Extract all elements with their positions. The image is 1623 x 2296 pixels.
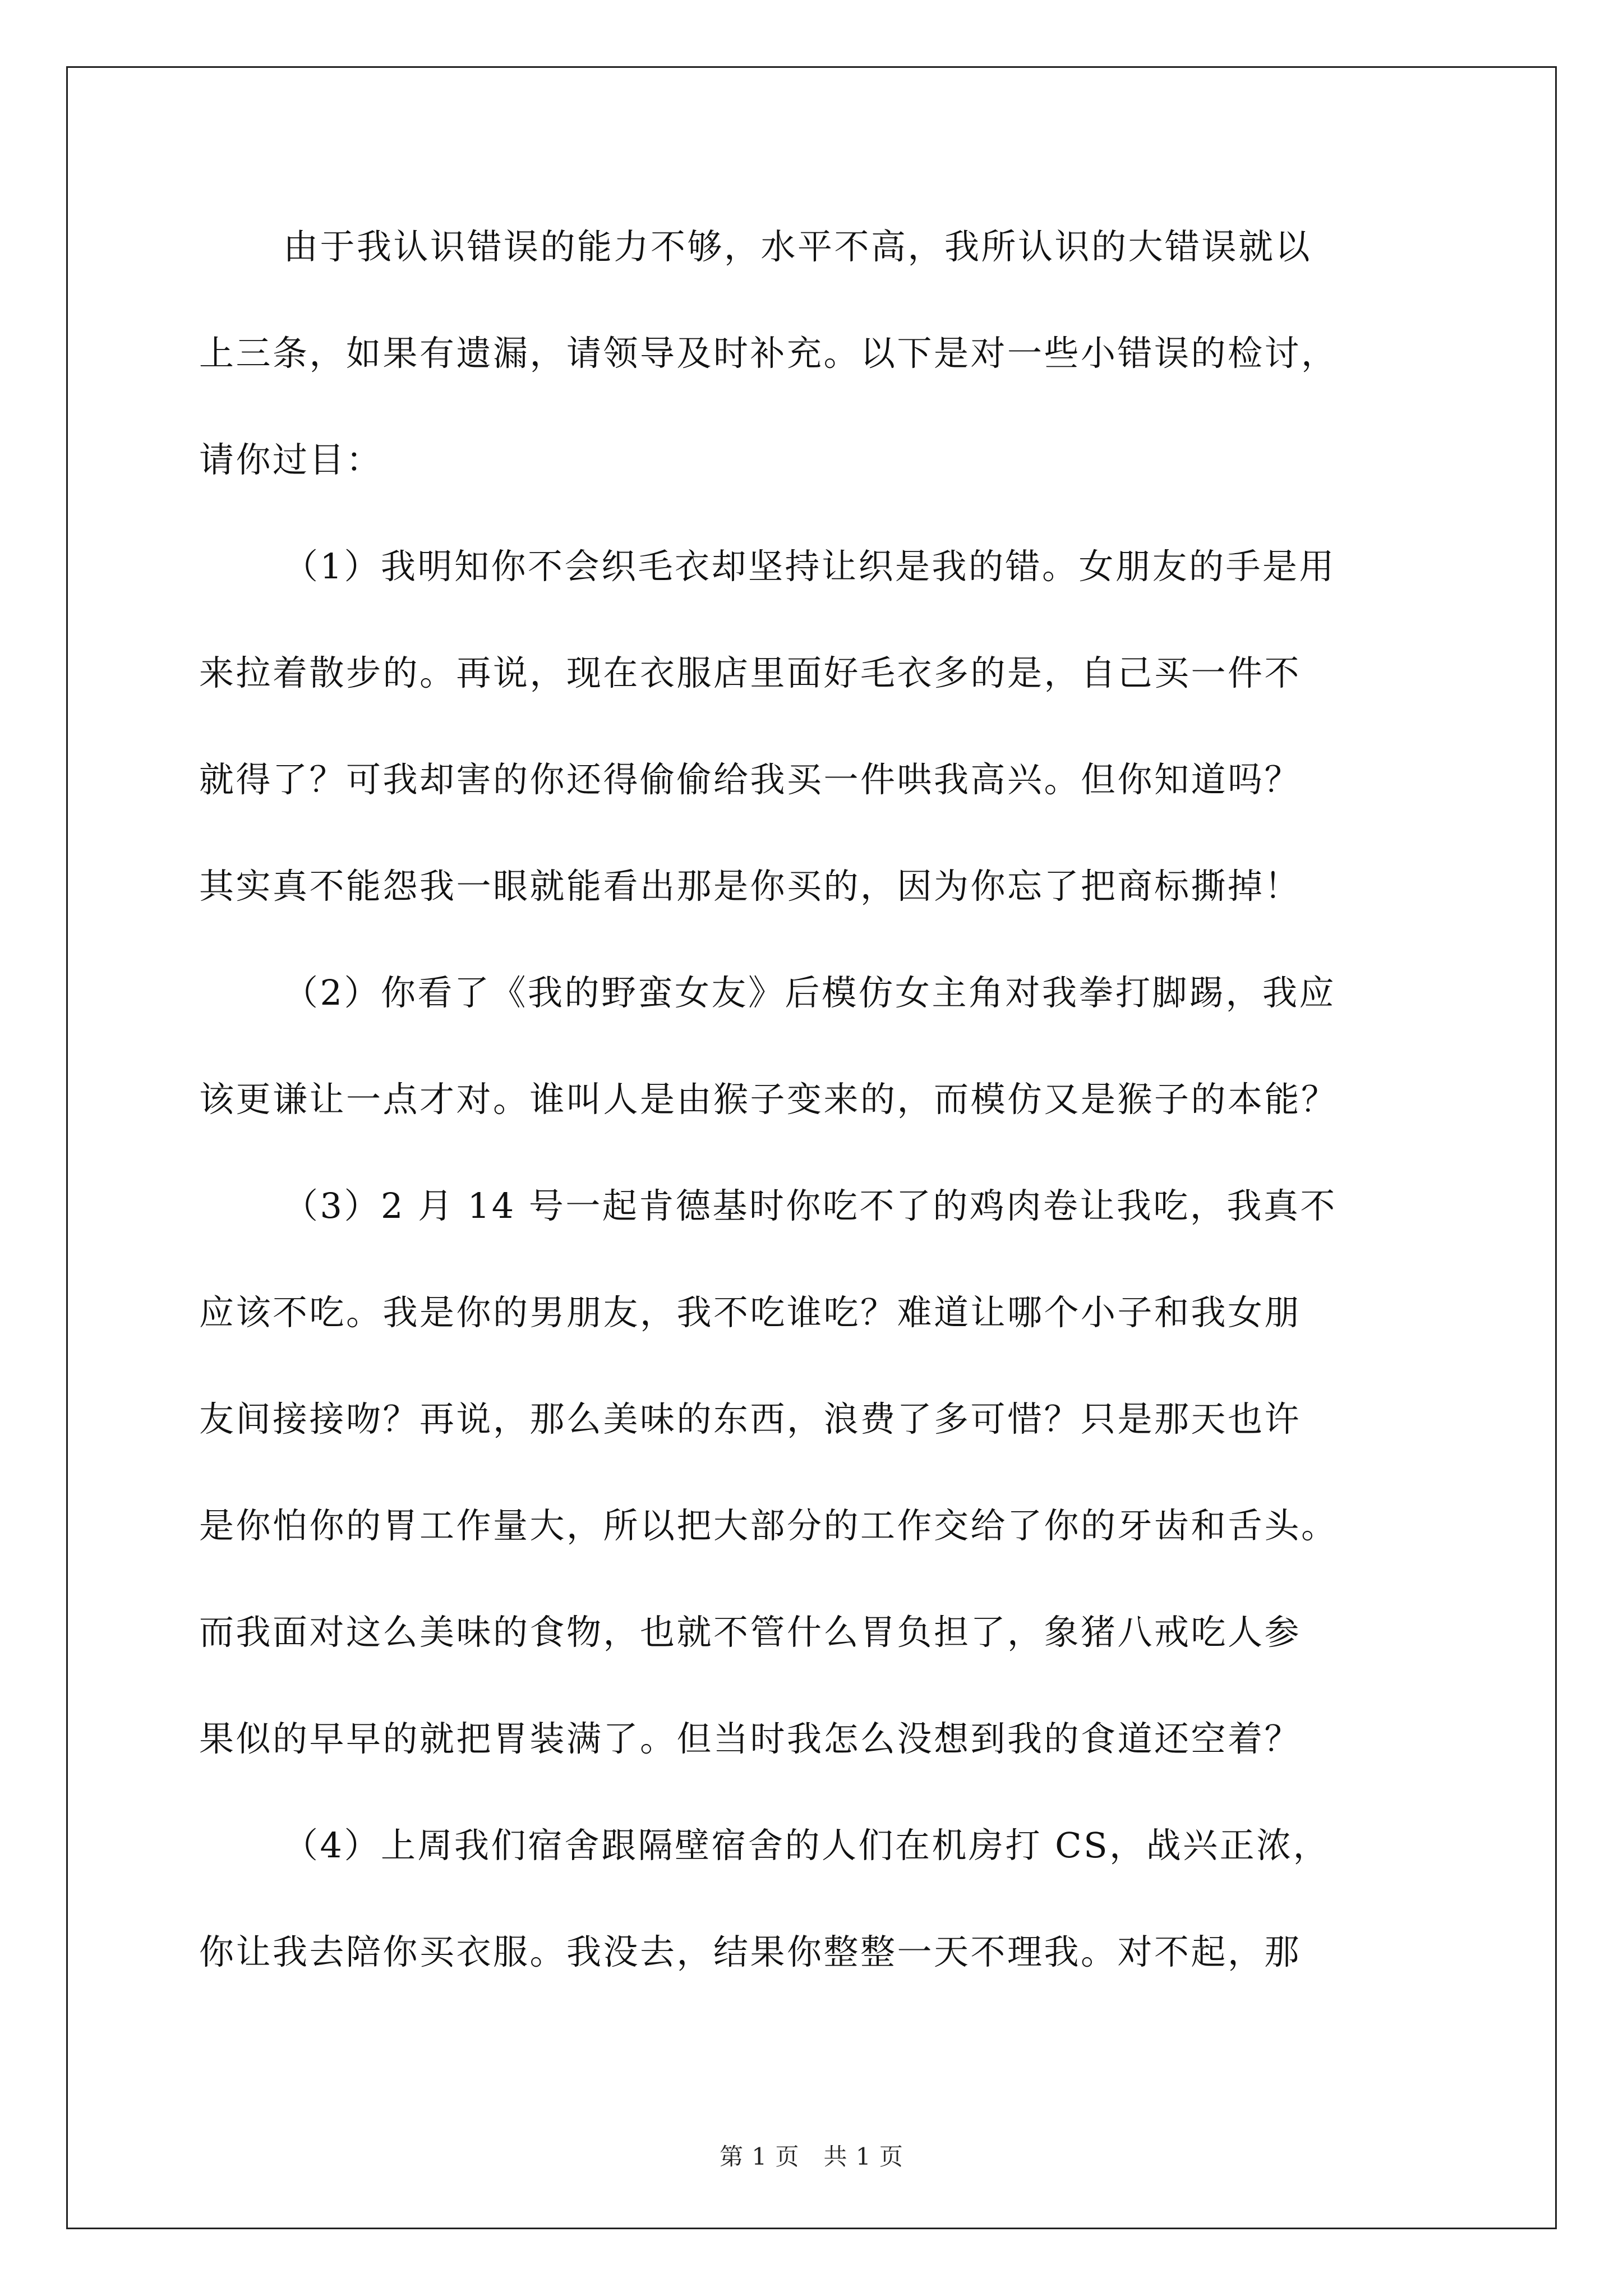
text-line: 果似的早早的就把胃装满了。但当时我怎么没想到我的食道还空着？ [199, 1718, 1302, 1759]
text-line: 上三条，如果有遗漏，请领导及时补充。以下是对一些小错误的检讨， [199, 333, 1338, 374]
text-line: （2）你看了《我的野蛮女友》后模仿女主角对我拳打脚踢，我应 [283, 972, 1336, 1013]
text-line: 应该不吃。我是你的男朋友，我不吃谁吃？难道让哪个小子和我女朋 [199, 1292, 1302, 1333]
text-line: （1）我明知你不会织毛衣却坚持让织是我的错。女朋友的手是用 [283, 546, 1336, 587]
text-line: 是你怕你的胃工作量大，所以把大部分的工作交给了你的牙齿和舌头。 [199, 1505, 1338, 1546]
text-line: 友间接接吻？再说，那么美味的东西，浪费了多可惜？只是那天也许 [199, 1398, 1302, 1439]
page-border [66, 66, 1557, 2229]
text-line: 由于我认识错误的能力不够，水平不高，我所认识的大错误就以 [283, 226, 1312, 267]
text-line: 你让我去陪你买衣服。我没去，结果你整整一天不理我。对不起，那 [199, 1931, 1302, 1972]
text-line: 请你过目： [199, 439, 383, 480]
page-footer: 第 1 页 共 1 页 [720, 2143, 903, 2170]
text-line: 该更谦让一点才对。谁叫人是由猴子变来的，而模仿又是猴子的本能？ [199, 1079, 1338, 1120]
text-line: 就得了？可我却害的你还得偷偷给我买一件哄我高兴。但你知道吗？ [199, 759, 1302, 800]
text-line: 其实真不能怨我一眼就能看出那是你买的，因为你忘了把商标撕掉！ [199, 866, 1302, 907]
text-line: （3）2 月 14 号一起肯德基时你吃不了的鸡肉卷让我吃，我真不 [283, 1185, 1337, 1226]
text-line: （4）上周我们宿舍跟隔壁宿舍的人们在机房打 CS，战兴正浓， [283, 1825, 1330, 1866]
text-line: 而我面对这么美味的食物，也就不管什么胃负担了，象猪八戒吃人参 [199, 1612, 1302, 1653]
text-line: 来拉着散步的。再说，现在衣服店里面好毛衣多的是，自己买一件不 [199, 652, 1302, 693]
